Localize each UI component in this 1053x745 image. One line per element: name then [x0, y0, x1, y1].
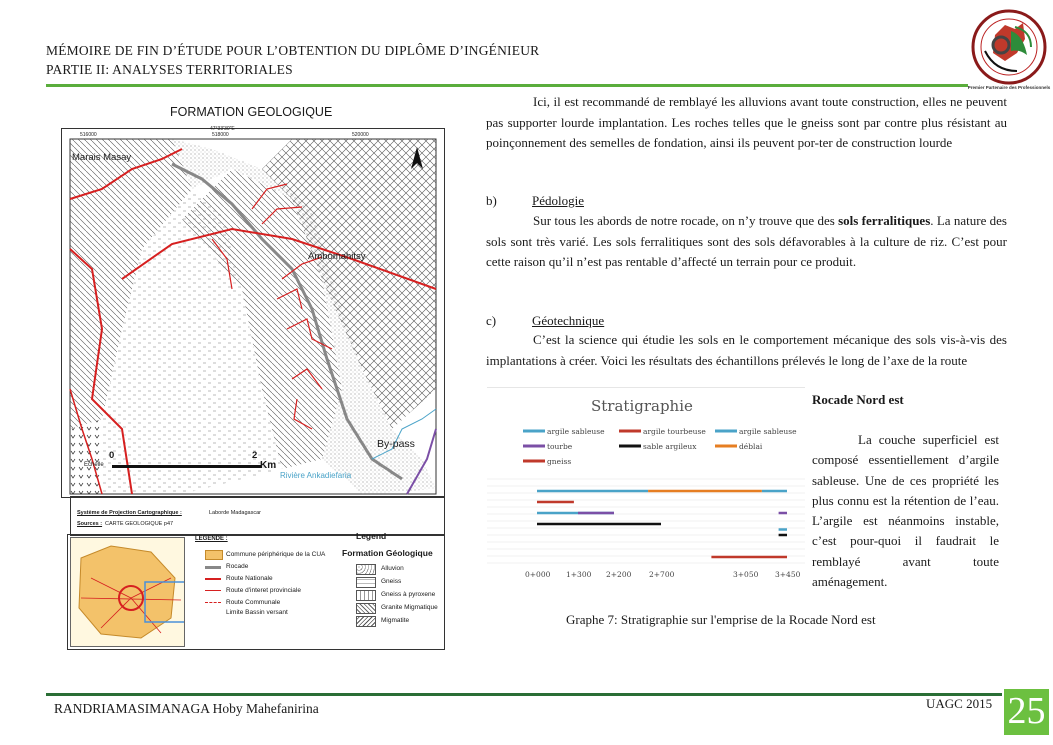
- legend-swatch-rn: [205, 578, 221, 580]
- section-b-marker: b): [486, 193, 497, 208]
- legend-label: déblai: [739, 442, 763, 451]
- scale-start: 0: [109, 450, 115, 461]
- formation-alluvion: Alluvion: [381, 565, 404, 572]
- x-tick-label: 3+050: [733, 570, 759, 579]
- section-c-title: Géotechnique: [532, 313, 605, 328]
- section-c-marker: c): [486, 313, 497, 328]
- header-line-1: MÉMOIRE DE FIN D’ÉTUDE POUR L’OBTENTION DU DIPLÔME D’INGÉNIEUR: [46, 43, 540, 58]
- x-tick-label: 0+000: [525, 570, 551, 579]
- paragraph-geotechnique: C’est la science qui étudie les sols en le comportement mécanique des sols vis-à-vis des implantations à créer. Voici les résultats des échantillons prélevés le long de l’axe de la route: [486, 332, 1007, 368]
- logo-tagline: Premier Partenaire des Professionnels: [967, 85, 1051, 90]
- sources-label: Sources :: [77, 521, 103, 527]
- scale-end: 2: [252, 450, 258, 461]
- map-top-coord: 47°33'30"E: [210, 126, 235, 132]
- projection-value: Laborde Madagascar: [209, 510, 261, 516]
- legend-swatch-rip: [205, 590, 221, 591]
- legend-header: Legend: [356, 531, 387, 541]
- header-line-2: PARTIE II: ANALYSES TERRITORIALES: [46, 62, 293, 77]
- pedologie-bold: sols ferralitiques: [838, 213, 931, 228]
- scale-word: Echelle: [84, 462, 104, 468]
- legend-route-nationale: Route Nationale: [226, 575, 273, 582]
- legend-swatch-rc: [205, 602, 221, 603]
- stratigraphy-svg: [487, 387, 805, 585]
- legend-route-provinciale: Route d'interet provinciale: [226, 587, 301, 594]
- map-title: FORMATION GEOLOGIQUE: [170, 105, 333, 119]
- legend-swatch-gneiss: [356, 577, 376, 588]
- legend-swatch-rocade: [205, 566, 221, 569]
- legend-commune: Commune périphérique de la CUA: [226, 551, 326, 558]
- formation-header: Formation Géologique: [342, 548, 433, 558]
- inset-map: [70, 537, 185, 647]
- page-number: 25: [1004, 689, 1049, 735]
- legend-limite-bassin: Limite Bassin versant: [226, 609, 288, 616]
- figure-caption: Graphe 7: Stratigraphie sur l'emprise de la Rocade Nord est: [566, 612, 876, 627]
- legend-label: tourbe: [547, 442, 573, 451]
- formation-gneiss-pyroxene: Gneiss à pyroxene: [381, 591, 436, 598]
- legend-swatch-commune: [205, 550, 223, 560]
- map-legend: [67, 531, 445, 650]
- formation-migmatite: Migmatite: [381, 617, 410, 624]
- formation-granite: Granite Migmatique: [381, 604, 438, 611]
- label-ambomahitsy: Ambomahitsy: [308, 251, 366, 262]
- section-b-title: Pédologie: [532, 193, 584, 208]
- pedologie-text-post: . La nature des sols sont très varié. Les sols ferralitiques sont des sols défavorables à la culture de riz. C’est pour cette raison qu’il n’est pas rentable d’affecté un terrain pour ce produit.: [486, 213, 1007, 269]
- side-paragraph: La couche superficiel est composé essentiellement d’argile sableuse. Une de ces propriété les plus connu est la rétention de l’eau. L’argile est néanmoins instable, c’est pour-quoi il faudrait le remblayé avant toute aménagement.: [812, 432, 999, 590]
- legend-swatch-gneiss-pyroxene: [356, 590, 376, 601]
- pedologie-text-pre: Sur tous les abords de notre rocade, on n’y trouve que des: [533, 213, 839, 228]
- x-tick-label: 1+300: [566, 570, 592, 579]
- legend-swatch-alluvion: [356, 564, 376, 575]
- legend-swatch-migmatite: [356, 616, 376, 627]
- legend-label: argile sableuse: [547, 427, 605, 436]
- legend-route-communale: Route Communale: [226, 599, 281, 606]
- legend-label: argile sableuse: [739, 427, 797, 436]
- sources-value: CARTE GEOLOGIQUE p47: [105, 521, 174, 527]
- scale-unit: Km: [260, 460, 277, 471]
- label-by-pass: By-pass: [377, 438, 415, 450]
- side-title: Rocade Nord est: [812, 392, 904, 407]
- header-rule: [46, 84, 968, 87]
- footer-author: RANDRIAMASIMANAGA Hoby Mahefanirina: [54, 701, 319, 716]
- x-tick-label: 3+450: [775, 570, 801, 579]
- label-marais-masay: Marais Masay: [72, 152, 132, 163]
- legend-rocade: Rocade: [226, 563, 249, 570]
- projection-label: Système de Projection Cartographique :: [77, 510, 182, 516]
- grid-label-1: 516000: [80, 132, 97, 138]
- footer-rule: [46, 693, 1002, 696]
- grid-label-2: 518000: [212, 132, 229, 138]
- legend-swatch-granite: [356, 603, 376, 614]
- map-metadata: [70, 496, 445, 536]
- x-tick-label: 2+200: [606, 570, 632, 579]
- label-riviere: Rivière Ankadiefaria: [280, 471, 352, 480]
- school-logo: [965, 5, 1053, 95]
- stratigraphy-chart: [487, 387, 805, 585]
- grid-label-3: 520000: [352, 132, 369, 138]
- x-tick-label: 2+700: [649, 570, 675, 579]
- formation-gneiss: Gneiss: [381, 578, 402, 585]
- legend-label: gneiss: [547, 457, 572, 466]
- chart-title: Stratigraphie: [591, 397, 693, 415]
- legend-label: argile tourbeuse: [643, 427, 706, 436]
- footer-org: UAGC 2015: [926, 696, 993, 711]
- legend-label: sable argileux: [643, 442, 697, 451]
- paragraph-pedologie: [486, 211, 1007, 273]
- geology-map: [61, 128, 445, 498]
- paragraph-alluvions: Ici, il est recommandé de remblayé les alluvions avant toute construction, elles ne peuvent pas supporter lourde implantation. Les roches telles que le gneiss sont par contre plus résistant au poinçonnement des semelles de fondation, ainsi ils peuvent por-ter de construction lourde: [486, 94, 1007, 150]
- legend-title: LEGENDE :: [195, 536, 228, 542]
